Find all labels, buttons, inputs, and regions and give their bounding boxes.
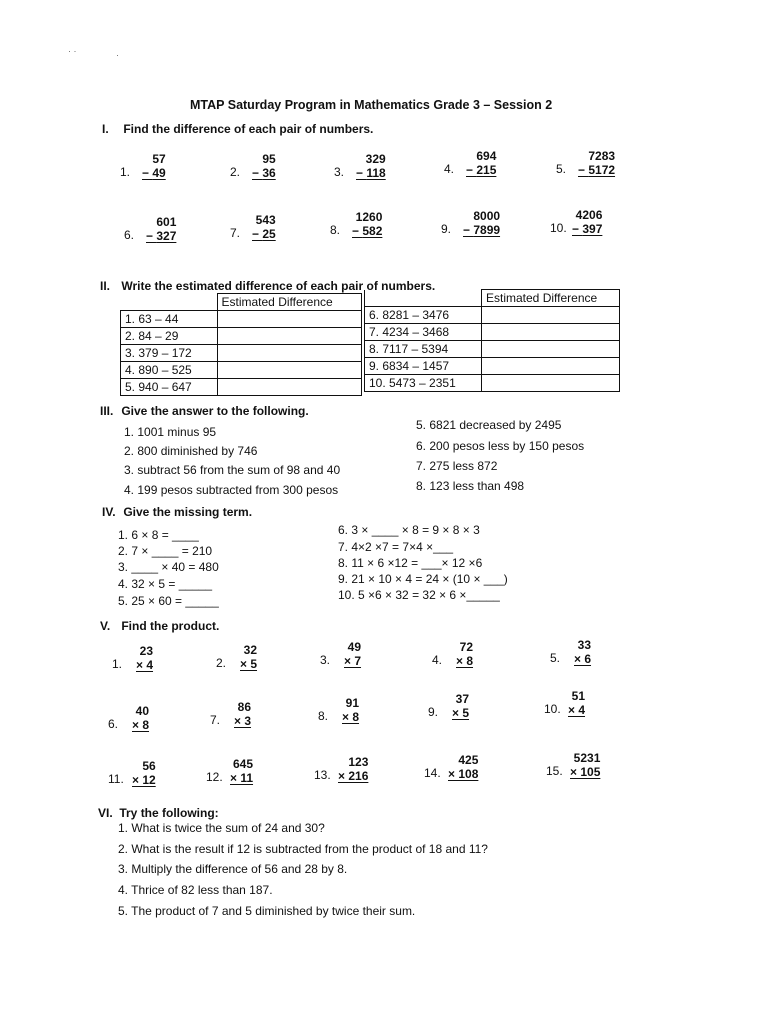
subtraction-problem [142,152,166,180]
answer-cell[interactable] [217,311,362,328]
list-item: 10. 5 ×6 × 32 = 32 × 6 ×_____ [338,588,500,602]
column-header: Estimated Difference [482,290,620,307]
list-item: 1. 6 × 8 = ____ [118,528,199,542]
problem-number: 10. [550,221,567,235]
minuend: 329 [365,152,386,166]
section-number: II. [100,279,111,293]
answer-cell[interactable] [217,362,362,379]
multiplication-problem [568,689,585,717]
minus-icon: − [352,224,363,238]
multiplication-problem [136,644,153,672]
answer-cell[interactable] [217,328,362,345]
list-item: 7. 275 less 872 [416,459,498,473]
minuend: 4206 [575,208,603,222]
minus-icon: − [142,166,153,180]
estimate-table-left [120,293,362,396]
section-title: Find the difference of each pair of numbers. [123,122,374,136]
list-item: 4. 32 × 5 = _____ [118,577,213,591]
section-1-heading [102,122,373,136]
section-title: Find the product. [121,619,220,633]
subtrahend-row [142,166,166,180]
multiplier: × 4 [136,658,154,672]
multiplicand: 40 [135,704,150,718]
multiplier: × 5 [240,657,258,671]
multiplier: × 105 [570,765,601,779]
answer-cell[interactable] [482,324,620,341]
subtrahend: 49 [152,166,166,180]
problem-number: 8. [318,709,329,723]
problem-number: 8. [330,223,341,237]
answer-cell[interactable] [482,341,620,358]
section-5-heading [100,619,219,633]
section-number: VI. [98,806,113,820]
minus-icon: − [356,166,367,180]
table-cell: 4. 890 – 525 [121,362,218,379]
problem-number: 7. [230,226,241,240]
list-item: 3. subtract 56 from the sum of 98 and 40 [124,463,341,477]
subtrahend: 7899 [473,223,501,237]
multiplication-problem [456,640,473,668]
multiplication-problem [230,757,253,785]
subtraction-problem [252,152,276,180]
subtrahend: 36 [262,166,276,180]
table-cell: 10. 5473 – 2351 [365,375,482,392]
list-item: 3. ____ × 40 = 480 [118,560,219,574]
multiplicand: 86 [237,700,252,714]
section-title: Try the following: [119,806,219,820]
subtrahend: 25 [262,227,276,241]
list-item: 8. 123 less than 498 [416,479,525,493]
minuend: 57 [152,152,166,166]
multiplication-problem [448,753,478,781]
subtrahend: 582 [362,224,383,238]
multiplicand: 32 [243,643,258,657]
multiplicand: 51 [571,689,586,703]
table-cell: 8. 7117 – 5394 [365,341,482,358]
answer-cell[interactable] [482,358,620,375]
list-item: 6. 200 pesos less by 150 pesos [416,439,585,453]
list-item: 4. 199 pesos subtracted from 300 pesos [124,483,339,497]
section-title: Give the missing term. [123,505,253,519]
scan-speck: · · [68,46,77,56]
subtrahend-row [572,222,602,236]
problem-number: 6. [124,228,135,242]
problem-number: 5. [556,162,567,176]
minuend: 8000 [473,209,501,223]
multiplication-problem [240,643,257,671]
multiplier: × 5 [452,706,470,720]
list-item: 1. 1001 minus 95 [124,425,217,439]
multiplicand: 33 [577,638,592,652]
minuend: 1260 [355,210,383,224]
multiplication-problem [132,759,156,787]
multiplication-problem [234,700,251,728]
section-title: Give the answer to the following. [121,404,309,418]
subtrahend-row [466,163,496,177]
multiplicand: 23 [139,644,154,658]
multiplication-problem [132,704,149,732]
multiplicand: 91 [345,696,360,710]
table-cell: 5. 940 – 647 [121,379,218,396]
subtraction-problem [352,210,382,238]
subtraction-problem [572,208,602,236]
table-cell: 7. 4234 – 3468 [365,324,482,341]
subtrahend-row [463,223,500,237]
table-cell: 2. 84 – 29 [121,328,218,345]
list-item: 4. Thrice of 82 less than 187. [118,883,273,897]
multiplicand: 425 [458,753,479,767]
table-cell: 1. 63 – 44 [121,311,218,328]
list-item: 9. 21 × 10 × 4 = 24 × (10 × ___) [338,572,508,586]
page-title: MTAP Saturday Program in Mathematics Grade 3 – Session 2 [190,98,553,112]
minus-icon: − [572,222,583,236]
multiplier: × 8 [132,718,150,732]
minuend: 601 [156,215,177,229]
problem-number: 2. [230,165,241,179]
problem-number: 9. [441,222,452,236]
subtrahend-row [252,166,276,180]
problem-number: 1. [112,657,123,671]
problem-number: 3. [320,653,331,667]
multiplier: × 4 [568,703,586,717]
multiplicand: 56 [142,759,156,773]
answer-cell[interactable] [217,345,362,362]
problem-number: 4. [432,653,443,667]
problem-number: 4. [444,162,455,176]
multiplier: × 216 [338,769,369,783]
problem-number: 11. [108,772,124,786]
subtrahend-row [146,229,176,243]
multiplication-problem [570,751,600,779]
problem-number: 1. [120,165,131,179]
answer-cell[interactable] [482,307,620,324]
list-item: 2. What is the result if 12 is subtracted from the product of 18 and 11? [118,842,488,856]
minuend: 7283 [588,149,616,163]
subtrahend: 327 [156,229,177,243]
list-item: 1. What is twice the sum of 24 and 30? [118,821,325,835]
multiplicand: 5231 [573,751,601,765]
list-item: 2. 800 diminished by 746 [124,444,258,458]
section-4-heading [102,505,252,519]
list-item: 3. Multiply the difference of 56 and 28 by 8. [118,862,348,876]
problem-number: 7. [210,713,221,727]
multiplicand: 123 [348,755,369,769]
multiplier: × 6 [574,652,592,666]
minuend: 543 [255,213,276,227]
blank-cell [121,294,218,311]
multiplier: × 8 [342,710,360,724]
answer-cell[interactable] [482,375,620,392]
estimate-table-right [364,289,620,392]
multiplicand: 645 [233,757,254,771]
list-item: 5. 25 × 60 = _____ [118,594,219,608]
minus-icon: − [466,163,477,177]
subtraction-problem [578,149,615,177]
subtraction-problem [466,149,496,177]
table-cell: 9. 6834 – 1457 [365,358,482,375]
scan-speck: · [116,50,119,60]
table-cell: 6. 8281 – 3476 [365,307,482,324]
problem-number: 3. [334,165,345,179]
subtrahend: 5172 [588,163,616,177]
problem-number: 14. [424,766,441,780]
multiplier: × 11 [230,771,254,785]
list-item: 7. 4×2 ×7 = 7×4 ×___ [338,540,454,554]
minuend: 694 [476,149,497,163]
list-item: 5. 6821 decreased by 2495 [416,418,562,432]
multiplication-problem [344,640,361,668]
subtraction-problem [146,215,176,243]
problem-number: 13. [314,768,331,782]
multiplicand: 49 [347,640,362,654]
minus-icon: − [252,166,263,180]
subtrahend-row [352,224,382,238]
answer-cell[interactable] [217,379,362,396]
minuend: 95 [262,152,276,166]
multiplier: × 108 [448,767,479,781]
problem-number: 6. [108,717,119,731]
section-number: V. [100,619,111,633]
section-3-heading [100,404,309,418]
section-number: III. [100,404,114,418]
table-cell: 3. 379 – 172 [121,345,218,362]
list-item: 5. The product of 7 and 5 diminished by twice their sum. [118,904,416,918]
list-item: 2. 7 × ____ = 210 [118,544,213,558]
section-number: I. [102,122,109,136]
minus-icon: − [252,227,263,241]
multiplier: × 12 [132,773,156,787]
multiplication-problem [452,692,469,720]
problem-number: 10. [544,702,561,716]
multiplicand: 37 [455,692,470,706]
section-title: Write the estimated difference of each pair of numbers. [121,279,436,293]
minus-icon: − [146,229,157,243]
subtraction-problem [252,213,276,241]
minus-icon: − [578,163,589,177]
minus-icon: − [463,223,474,237]
column-header: Estimated Difference [217,294,362,311]
multiplicand: 72 [459,640,474,654]
list-item: 6. 3 × ____ × 8 = 9 × 8 × 3 [338,523,480,537]
multiplier: × 3 [234,714,252,728]
blank-cell [365,290,482,307]
section-number: IV. [102,505,116,519]
list-item: 8. 11 × 6 ×12 = ___× 12 ×6 [338,556,483,570]
multiplier: × 8 [456,654,474,668]
subtraction-problem [463,209,500,237]
subtrahend: 118 [366,166,386,180]
subtraction-problem [356,152,386,180]
subtrahend-row [356,166,386,180]
subtrahend: 215 [476,163,497,177]
problem-number: 9. [428,705,439,719]
subtrahend: 397 [582,222,603,236]
multiplication-problem [338,755,368,783]
problem-number: 2. [216,656,227,670]
problem-number: 5. [550,651,561,665]
multiplication-problem [342,696,359,724]
subtrahend-row [252,227,276,241]
section-6-heading [98,806,219,820]
multiplication-problem [574,638,591,666]
problem-number: 12. [206,770,223,784]
subtrahend-row [578,163,615,177]
multiplier: × 7 [344,654,362,668]
problem-number: 15. [546,764,563,778]
